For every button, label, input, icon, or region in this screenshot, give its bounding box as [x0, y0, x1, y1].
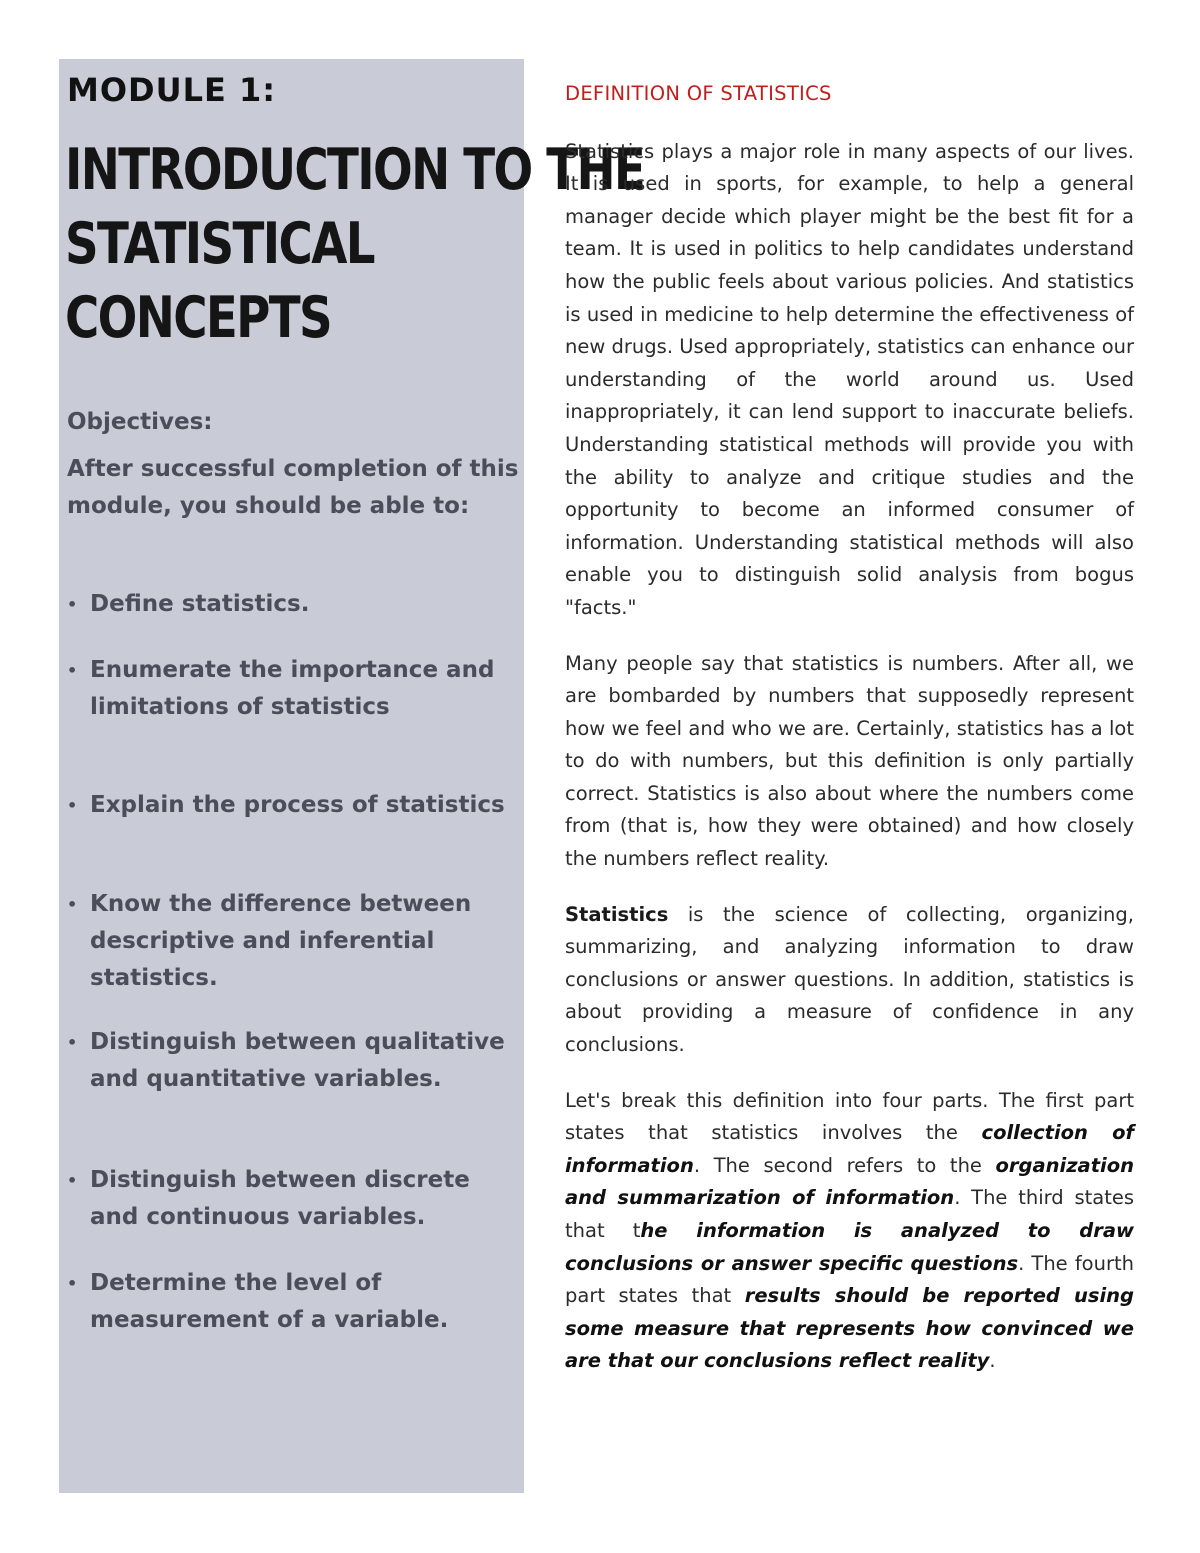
paragraph-definition — [565, 899, 1134, 1062]
objective-text: Distinguish between discrete and continuous variables. — [90, 1167, 470, 1230]
bullet-icon: • — [67, 1033, 78, 1052]
bullet-icon: • — [67, 661, 78, 680]
main-content — [565, 78, 1134, 1401]
section-title: DEFINITION OF STATISTICS — [565, 82, 832, 105]
module-title-line: INTRODUCTION TO THE — [65, 137, 645, 203]
objective-item — [67, 586, 522, 623]
paragraph: Statistics plays a major role in many aspects of our lives. It is used in sports, for example, to help a general manager decide which player might be the best fit for a team. It is used in politics to help candidates understand how the public feels about various policies. And statistics is used in medicine to help determine the effectiveness of new drugs. Used appropriately, statistics can enhance our understanding of the world around us. Used inappropriately, it can lend support to inaccurate beliefs. Understanding statistical methods will provide you with the ability to analyze and critique studies and the opportunity to become an informed consumer of information. Understanding statistical methods will also enable you to distinguish solid analysis from bogus "facts." — [565, 139, 1134, 619]
module-label: MODULE 1: — [67, 71, 277, 109]
objective-item — [67, 886, 522, 997]
emphasis-analysis: he information is analyzed to draw conclusions or answer specific questions — [565, 1219, 1135, 1275]
objective-item — [67, 787, 522, 824]
bullet-icon: • — [67, 895, 78, 914]
objective-text: Explain the process of statistics — [90, 792, 505, 818]
paragraph-four-parts — [565, 1085, 1134, 1378]
text-run: . The fourth part states that — [565, 1251, 1134, 1308]
emphasis-organization: organization and summarization of information — [565, 1153, 1134, 1210]
objective-text: Enumerate the importance and limitations of statistics — [90, 657, 495, 720]
objective-item — [67, 652, 522, 726]
module-title-line: CONCEPTS — [65, 285, 332, 351]
emphasis-collection: collection of information — [565, 1121, 1135, 1177]
objective-text: Know the difference between descriptive and inferential statistics. — [90, 891, 472, 991]
paragraph: Many people say that statistics is numbers. After all, we are bombarded by numbers that supposedly represent how we feel and who we are. Certainly, statistics has a lot to do with numbers, but this definition is only partially correct. Statistics is also about where the numbers come from (that is, how they were obtained) and how closely the numbers reflect reality. — [565, 651, 1134, 871]
objective-text: Determine the level of measurement of a variable. — [90, 1270, 449, 1333]
bullet-icon: • — [67, 1171, 78, 1190]
module-title — [65, 133, 645, 355]
module-title-line: STATISTICAL — [65, 211, 374, 277]
text-run: . The second refers to the — [693, 1153, 996, 1177]
bullet-icon: • — [67, 796, 78, 815]
objective-item — [67, 1265, 522, 1339]
bullet-icon: • — [67, 1274, 78, 1293]
objective-item — [67, 1162, 522, 1236]
text-run: . The third states that t — [565, 1186, 1135, 1242]
objective-text: Define statistics. — [90, 591, 310, 617]
emphasis-results: results should be reported using some measure that represents how convinced we are that our conclusions reflect reality — [565, 1284, 1134, 1373]
definition-text: is the science of collecting, organizing, summarizing, and analyzing information to draw conclusions or answer questions. In addition, statistics is about providing a measure of confidence in any conclusions. — [565, 902, 1134, 1057]
text-run: . — [989, 1349, 996, 1373]
objective-text: Distinguish between qualitative and quantitative variables. — [90, 1029, 505, 1092]
objective-item — [67, 1024, 522, 1098]
module-sidebar — [59, 59, 645, 1493]
objectives-intro: After successful completion of this module, you should be able to: — [67, 456, 519, 519]
objectives-heading: Objectives: — [67, 409, 213, 435]
definition-term: Statistics — [565, 902, 669, 926]
bullet-icon: • — [67, 595, 78, 614]
text-run: Let's break this definition into four parts. The first part states that statistics involves the — [565, 1088, 1134, 1145]
